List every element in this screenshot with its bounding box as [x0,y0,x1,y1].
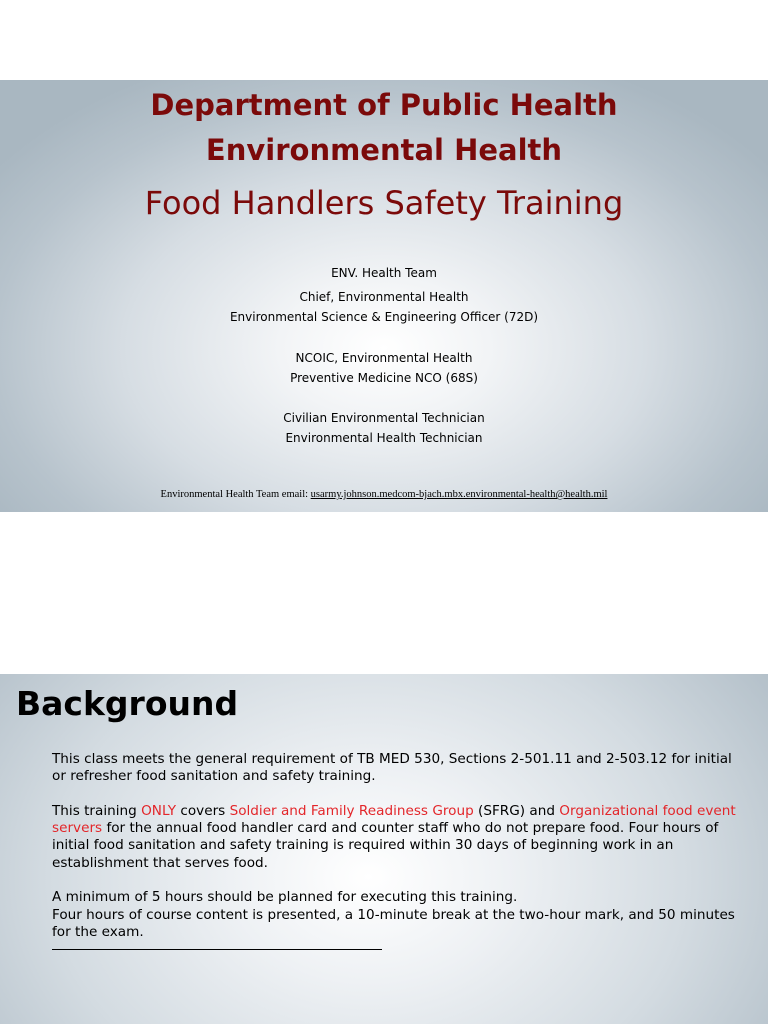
schedule-line-2: Four hours of course content is presented, a 10-minute break at the two-hour mark, and 50 minutes for the exam. [52,906,735,940]
schedule-paragraph [52,889,742,941]
schedule-line-1: A minimum of 5 hours should be planned for executing this training. [52,889,518,906]
training-title: Food Handlers Safety Training [144,184,624,222]
role-subtitle-technician: Environmental Health Technician [285,431,483,445]
scope-text: (SFRG) and [473,802,560,819]
background-body [52,751,742,950]
email-label: Environmental Health Team email: [160,489,311,500]
title-slide [0,80,768,512]
scope-text: for the annual food handler card and counter staff who do not prepare food. Four hours of initial food sanitation and safety training is required within 30 days of beginning work in an establishment that serves food. [52,820,719,871]
scope-text: This training [52,802,142,819]
requirement-paragraph: This class meets the general requirement of TB MED 530, Sections 2-501.11 and 2-503.12 for initial or refresher food sanitation and safety training. [52,751,732,785]
divider-rule [52,941,382,950]
role-title-ncoic: NCOIC, Environmental Health [295,351,473,365]
team-email [0,489,768,500]
division-title: Environmental Health [205,133,563,167]
scope-highlight-only: ONLY [141,802,177,819]
background-heading: Background [16,684,239,723]
team-heading: ENV. Health Team [331,266,437,280]
scope-paragraph [52,803,742,872]
scope-text: covers [176,802,230,819]
department-title: Department of Public Health [150,88,618,122]
role-title-technician: Civilian Environmental Technician [283,411,485,425]
email-link[interactable]: usarmy.johnson.medcom-bjach.mbx.environmental-health@health.mil [310,489,608,500]
scope-highlight-sfrg: Soldier and Family Readiness Group [229,802,474,819]
role-title-chief: Chief, Environmental Health [299,290,469,304]
scope-highlight-servers: Organizational food event servers [52,802,736,837]
role-subtitle-chief: Environmental Science & Engineering Officer (72D) [229,310,539,324]
background-slide [0,674,768,1024]
role-subtitle-ncoic: Preventive Medicine NCO (68S) [290,371,478,385]
